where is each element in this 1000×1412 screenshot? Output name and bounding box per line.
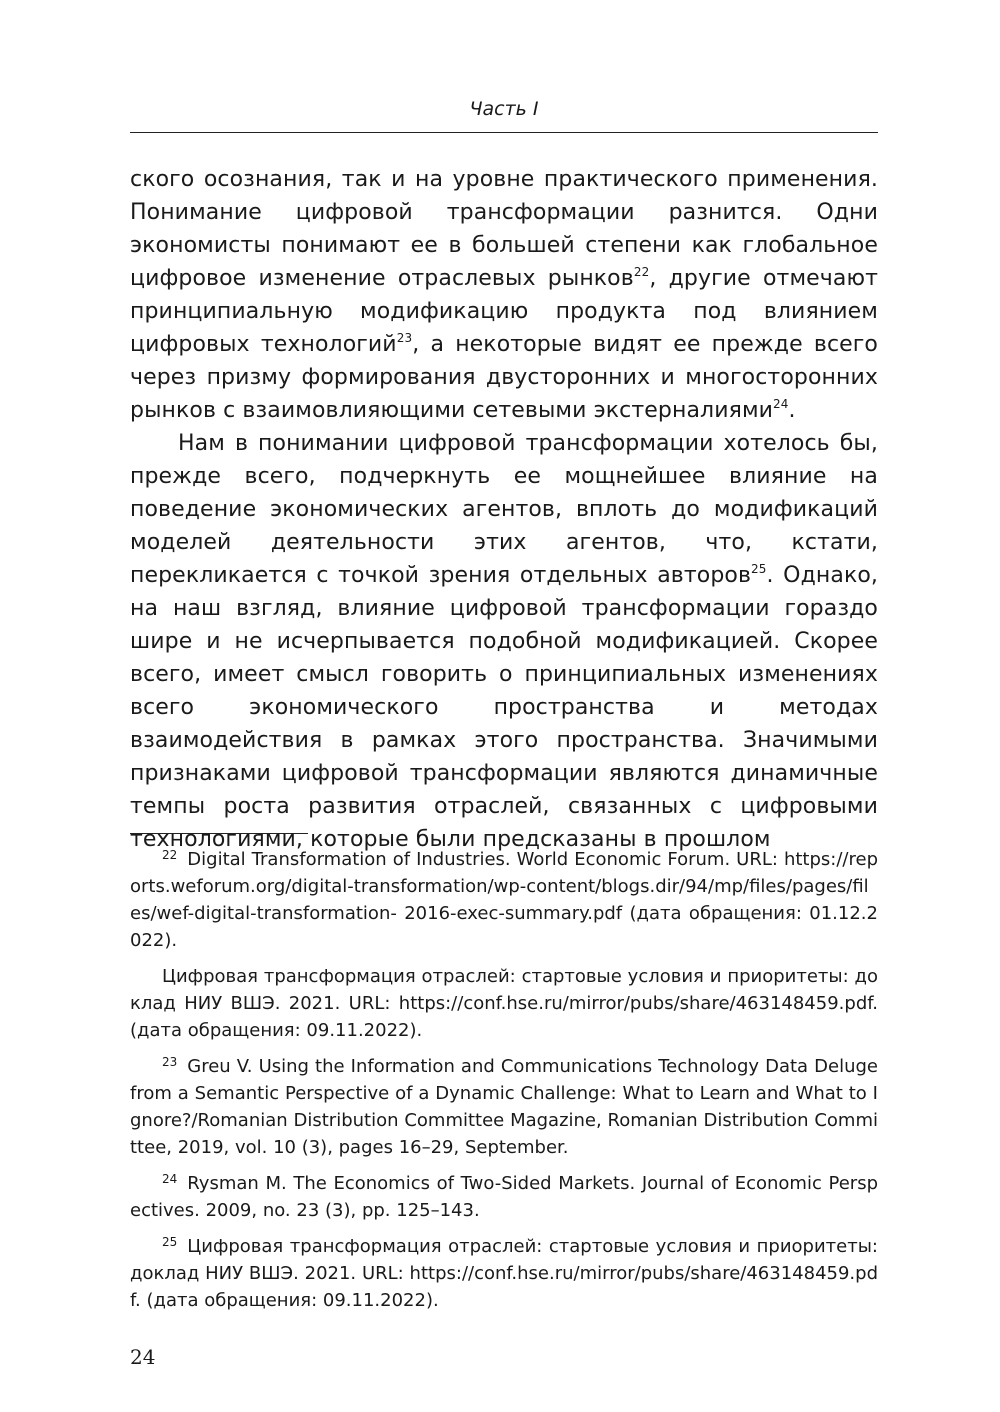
- footnote-number: 23: [162, 1055, 178, 1069]
- header-rule: [130, 132, 878, 133]
- footnote-number: 24: [162, 1172, 178, 1186]
- footnote-25: [130, 1233, 878, 1314]
- footnote-22: [130, 846, 878, 954]
- footnote-22-continued: [130, 963, 878, 1044]
- footnote-text: Greu V. Using the Information and Communications Technology Data Deluge from a Semantic Perspective of a Dynamic Challenge: What to Learn and What to Ignore?/Romanian Distribution Committee Magazine, Romanian Distribution Committee, 2019, vol. 10 (3), pages 16–29, September.: [130, 1056, 878, 1158]
- footnote-ref-25[interactable]: 25: [751, 562, 767, 576]
- text-span: , другие отмечают принципиальную модификацию продукта под влиянием цифровых технологий: [130, 266, 879, 357]
- footnote-text: Цифровая трансформация отраслей: стартовые условия и приоритеты: доклад НИУ ВШЭ. 2021. URL: https://conf.hse.ru/mirror/pubs/share/463148459.pdf. (дата обращения: 09.11.2022).: [130, 1236, 878, 1311]
- footnote-number: 25: [162, 1235, 178, 1249]
- footnote-ref-24[interactable]: 24: [773, 397, 789, 411]
- footnotes: [130, 846, 878, 1323]
- text-span: . Однако, на наш взгляд, влияние цифровой трансформации гораздо шире и не исчерпывается подобной модификацией. Скорее всего, имеет смысл говорить о принципиальных изменениях всего экономического пространства и методах взаимодействия в рамках этого пространства. Значимыми признаками цифровой трансформации являются динамичные темпы роста развития отраслей, связанных с цифровыми технологиями, которые были предсказаны в прошлом: [130, 563, 878, 852]
- footnote-text: Цифровая трансформация отраслей: стартовые условия и приоритеты: доклад НИУ ВШЭ. 2021. URL: https://conf.hse.ru/mirror/pubs/share/463148459.pdf. (дата обращения: 09.11.2022).: [130, 966, 878, 1041]
- footnote-ref-22[interactable]: 22: [633, 265, 650, 279]
- paragraph-2: [130, 427, 878, 856]
- main-text: [130, 163, 878, 856]
- text-span: , а некоторые видят ее прежде всего через призму формирования двусторонних и многосторонних рынков с взаимовлияющими сетевыми экстерналиями: [130, 332, 878, 423]
- footnote-23: [130, 1053, 878, 1161]
- footnote-24: [130, 1170, 878, 1224]
- text-span: .: [788, 398, 796, 423]
- paragraph-1: [130, 163, 878, 427]
- footnote-rule: [130, 833, 308, 834]
- footnote-text: Digital Transformation of Industries. World Economic Forum. URL: https://reports.weforum.org/digital-transformation/wp-content/blogs.dir/94/mp/files/pages/files/wef-digital-transformation- 2016-exec-summary.pdf (дата обращения: 01.12.2022).: [130, 849, 878, 951]
- text-span: ского осознания, так и на уровне практического применения. Понимание цифровой трансформации разнится. Одни экономисты понимают ее в большей степени как глобальное цифровое изменение отраслевых рынков: [130, 167, 878, 291]
- footnote-ref-23[interactable]: 23: [396, 331, 413, 345]
- text-span: Нам в понимании цифровой трансформации хотелось бы, прежде всего, подчеркнуть ее мощнейшее влияние на поведение экономических агентов, вплоть до модификаций моделей деятельности этих агентов, что, кстати, перекликается с точкой зрения отдельных авторов: [130, 431, 878, 588]
- page-number: 24: [130, 1345, 156, 1369]
- footnote-number: 22: [162, 848, 178, 862]
- running-head: Часть I: [469, 98, 539, 120]
- footnote-text: Rysman M. The Economics of Two-Sided Markets. Journal of Economic Perspectives. 2009, no. 23 (3), pp. 125–143.: [130, 1173, 878, 1221]
